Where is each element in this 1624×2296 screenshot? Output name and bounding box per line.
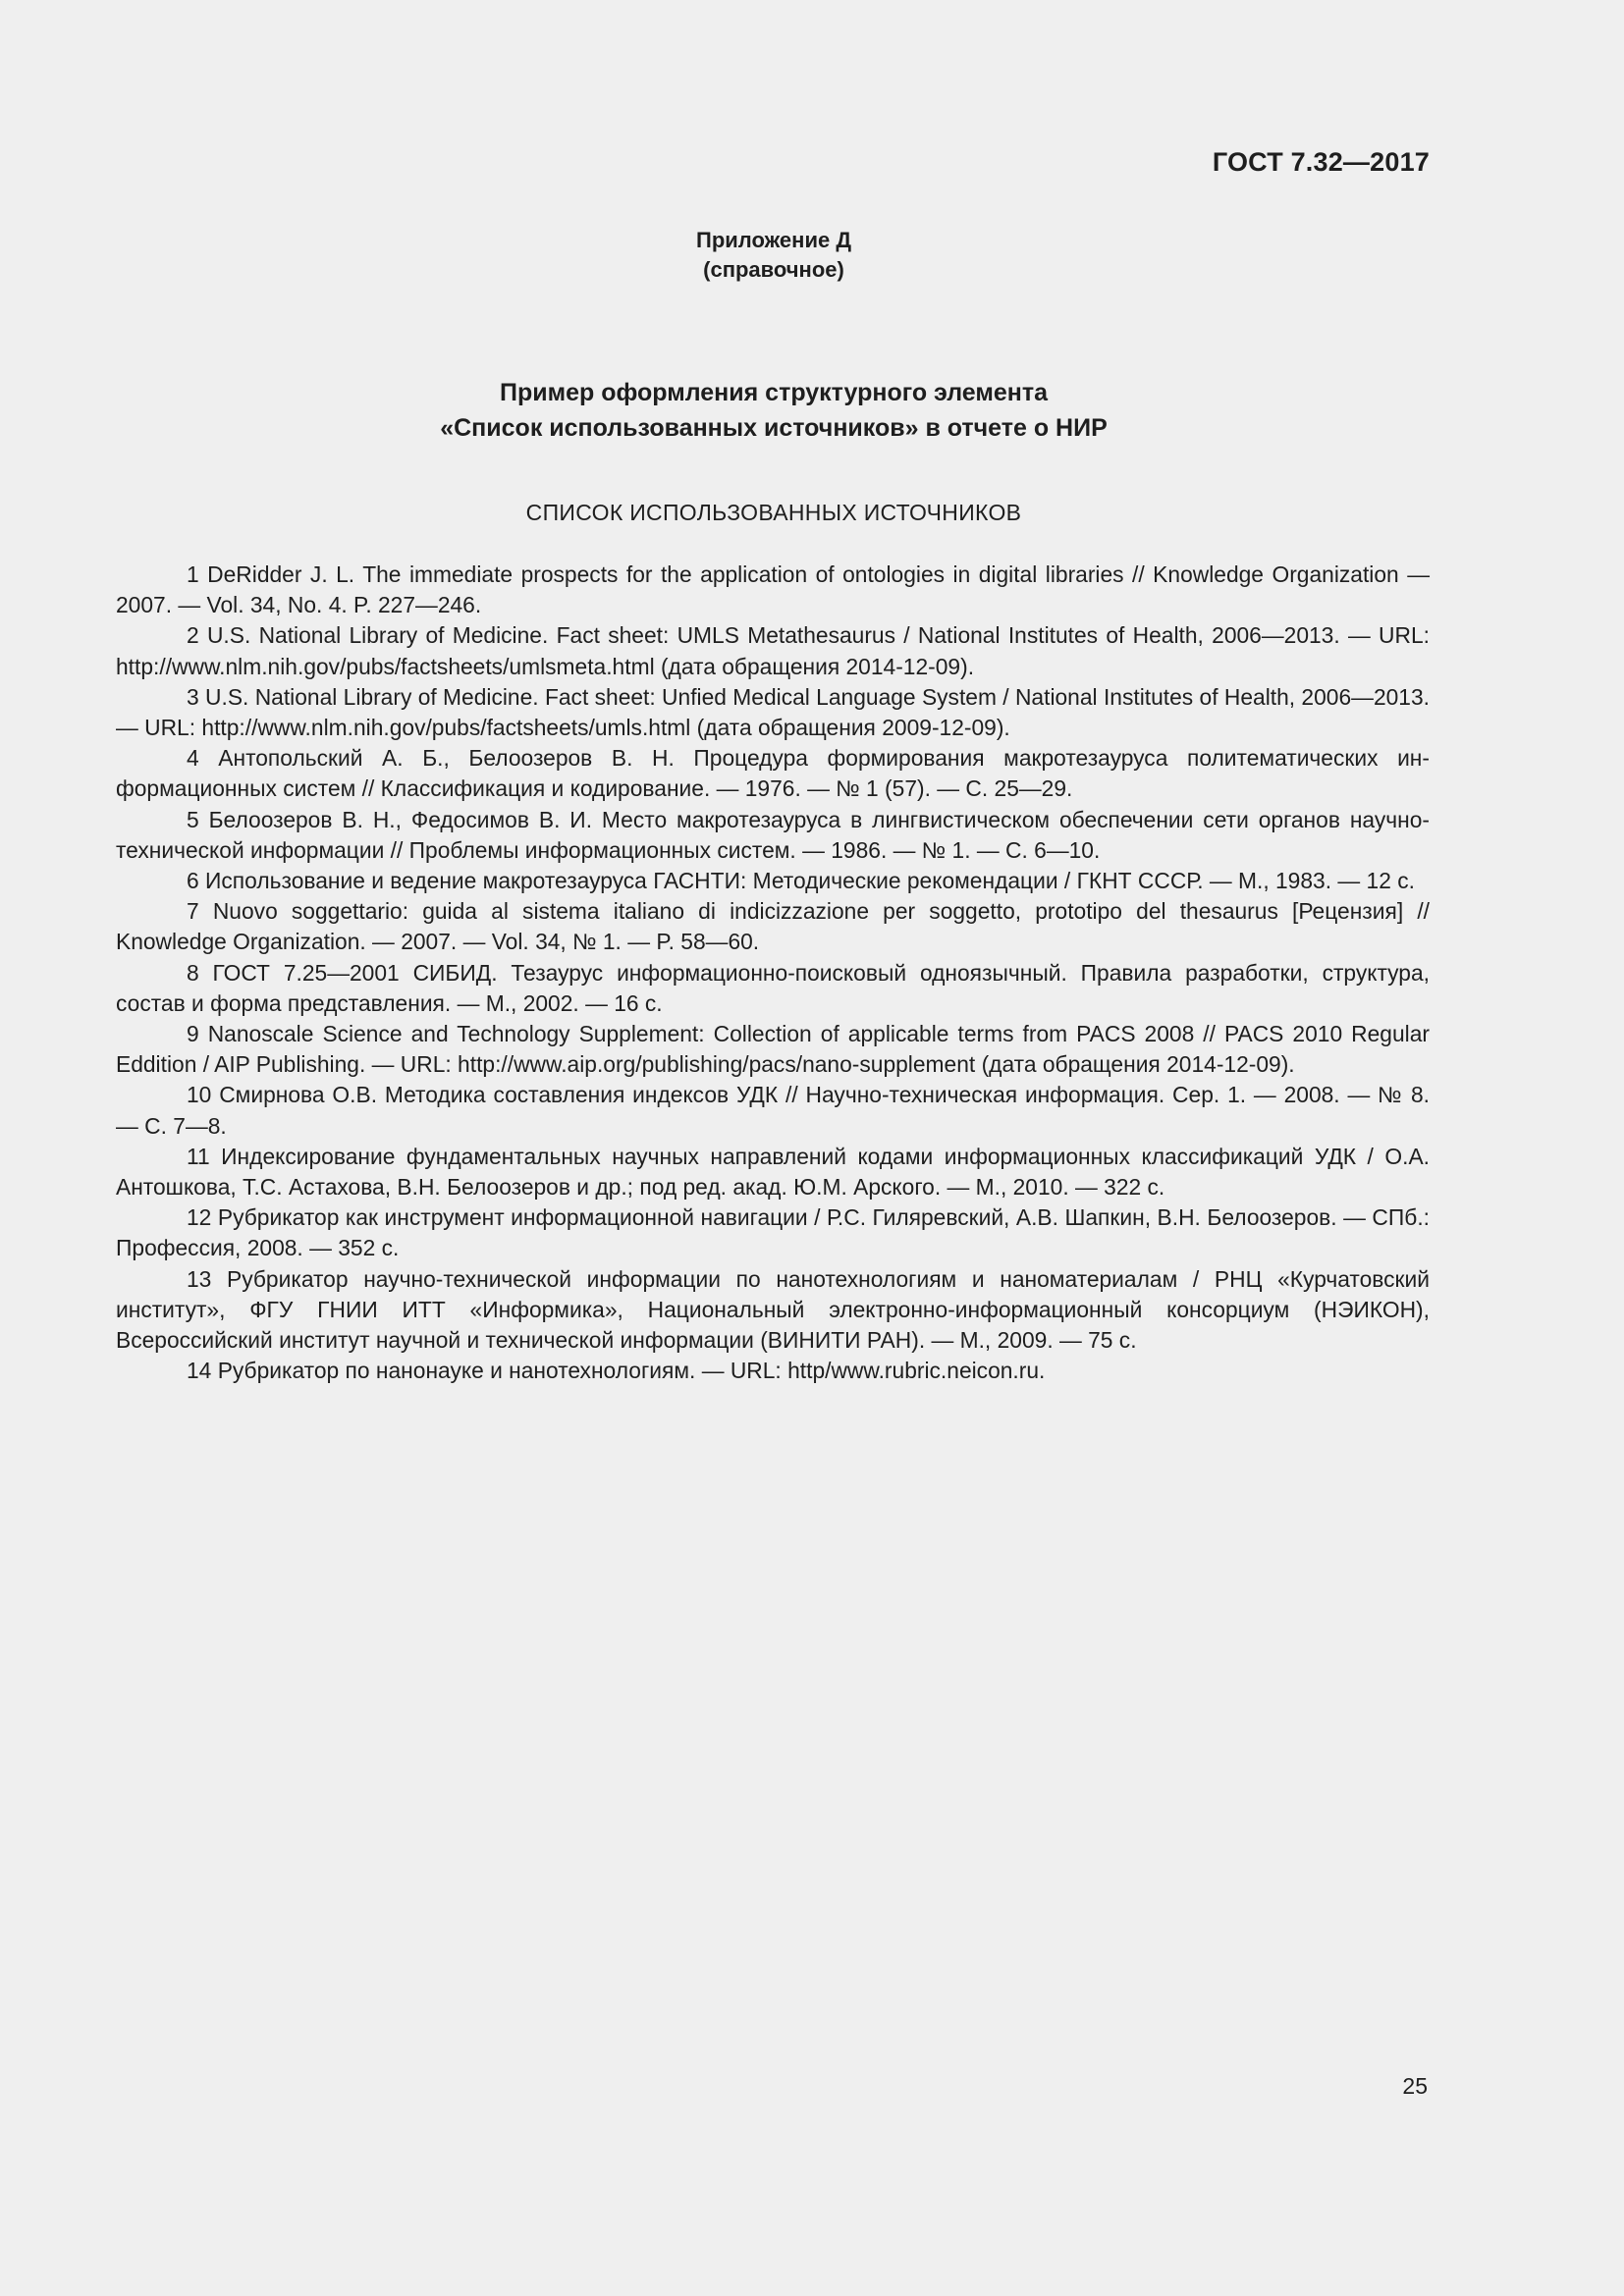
references-list xyxy=(116,560,1430,1386)
reference-item: 7 Nuovo soggettario: guida al sistema italiano di indicizzazione per soggetto, prototipo del thesaurus [Рецензия] // Knowledge Organization. — 2007. — Vol. 34, № 1. — P. 58—60. xyxy=(116,898,1430,955)
reference-item: 4 Антопольский А. Б., Белоозеров В. Н. Процедура формирования макротезауруса политематических информационных систем // Классификация и кодирование. — 1976. — № 1 (57). — С. 25—29. xyxy=(116,745,1430,802)
reference-item: 8 ГОСТ 7.25—2001 СИБИД. Тезаурус информационно-поисковый одноязычный. Правила разработки, структура, состав и форма представления. — М., 2002. — 16 с. xyxy=(116,959,1430,1016)
page-number: 25 xyxy=(1402,2073,1428,2099)
reference-item: 9 Nanoscale Science and Technology Supplement: Collection of applicable terms from PACS 2008 // PACS 2010 Regular Eddition / AIP Publishing. — URL: http://www.aip.org/publishing/pacs/nano-supplement (дата обращения 2014-12-09). xyxy=(116,1021,1430,1078)
standard-number: ГОСТ 7.32—2017 xyxy=(1212,147,1430,177)
section-title-line-2: «Список использованных источников» в отчете о НИР xyxy=(440,414,1108,442)
appendix-heading xyxy=(0,226,1547,285)
reference-item: 1 DeRidder J. L. The immediate prospects for the application of ontologies in digital libraries // Knowledge Organization — 2007. — Vol. 34, No. 4. P. 227—246. xyxy=(116,561,1430,618)
reference-item: 14 Рубрикатор по нанонауке и нанотехнологиям. — URL: http/www.rubric.neicon.ru. xyxy=(187,1358,1046,1384)
section-title-line-1: Пример оформления структурного элемента xyxy=(499,379,1049,406)
appendix-kind: (справочное) xyxy=(703,257,844,282)
appendix-name: Приложение Д xyxy=(696,228,851,252)
reference-item: 6 Использование и ведение макротезауруса ГАСНТИ: Методические рекомендации / ГКНТ СССР. — М., 1983. — 12 с. xyxy=(187,868,1415,894)
reference-item: 13 Рубрикатор научно-технической информации по нанотехнологиям и наноматериалам / РНЦ «Курчатовский институт», ФГУ ГНИИ ИТТ «Информика», Национальный электронно-информационный консорциум (НЭИКОН), Всероссийский институт научной и технической информации (ВИНИТИ РАН). — М., 2009. — 75 с. xyxy=(116,1265,1430,1354)
reference-item: 3 U.S. National Library of Medicine. Fact sheet: Unfied Medical Language System / National Institutes of Health, 2006—2013. — URL: http://www.nlm.nih.gov/pubs/factsheets/umls.html (дата обращения 2009-12-09). xyxy=(116,683,1430,741)
reference-item: 12 Рубрикатор как инструмент информационной навигации / Р.С. Гиляревский, А.В. Шапкин, В.Н. Белоозеров. — СПб.: Профессия, 2008. — 352 с. xyxy=(116,1204,1430,1261)
reference-item: 5 Белоозеров В. Н., Федосимов В. И. Место макротезауруса в лингвистическом обеспечении сети органов научно-технической информации // Проблемы информационных систем. — 1986. — № 1. — С. 6—10. xyxy=(116,806,1430,863)
reference-item: 2 U.S. National Library of Medicine. Fact sheet: UMLS Metathesaurus / National Institutes of Health, 2006—2013. — URL: http://www.nlm.nih.gov/pubs/factsheets/umlsmeta.html (дата обращения 2014-12-09). xyxy=(116,622,1430,679)
reference-item: 10 Смирнова О.В. Методика составления индексов УДК // Научно-техническая информация. Сер. 1. — 2008. — № 8. — С. 7—8. xyxy=(116,1082,1430,1139)
reference-item: 11 Индексирование фундаментальных научных направлений кодами информационных классификаций УДК / О.А. Антошкова, Т.С. Астахова, В.Н. Белоозеров и др.; под ред. акад. Ю.М. Арского. — М., 2010. — 322 с. xyxy=(116,1143,1430,1201)
section-title xyxy=(0,375,1547,446)
references-heading: СПИСОК ИСПОЛЬЗОВАННЫХ ИСТОЧНИКОВ xyxy=(525,500,1022,525)
